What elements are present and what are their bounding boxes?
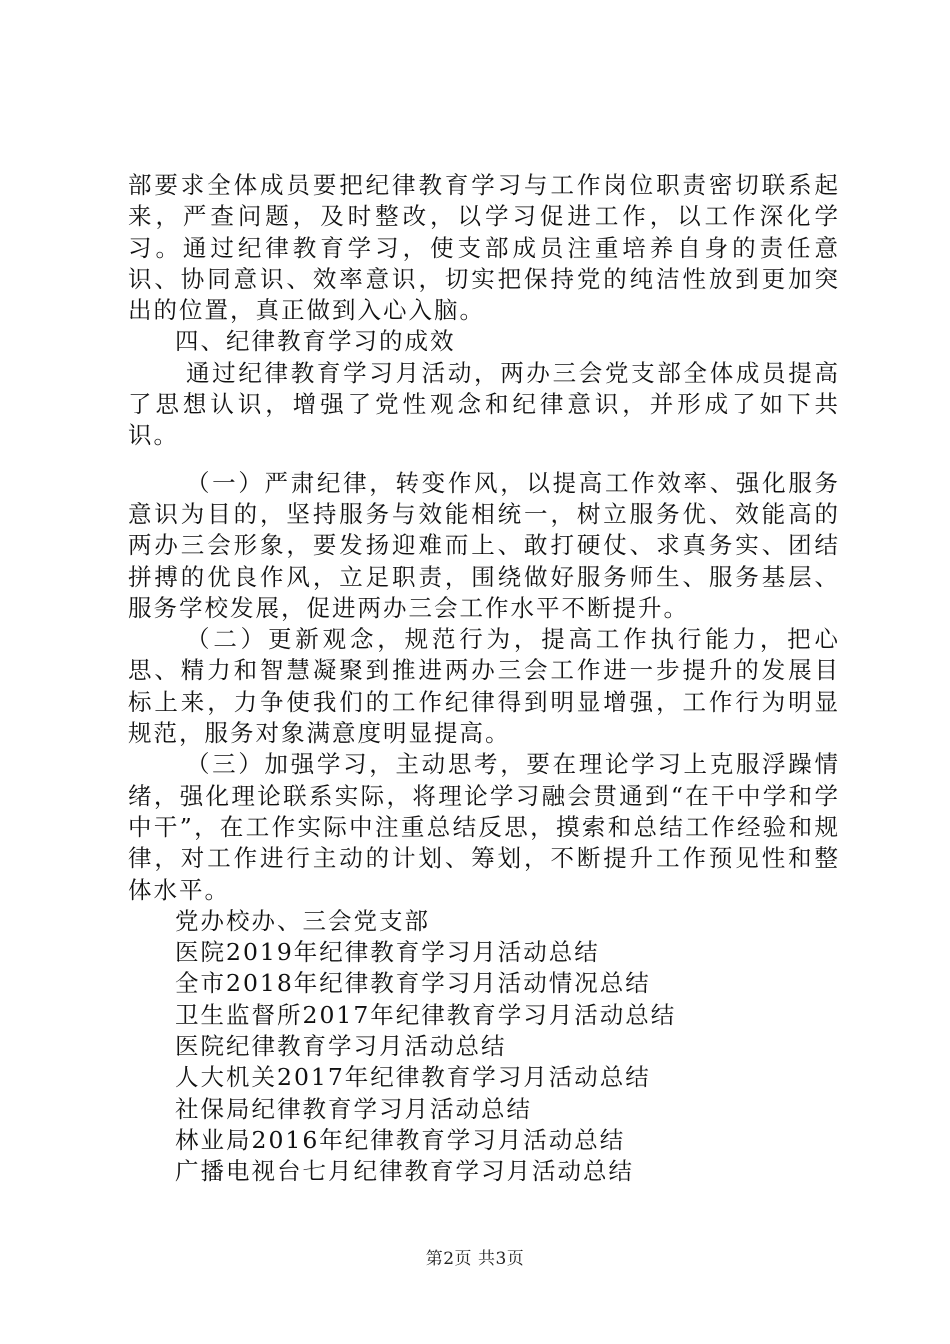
consensus-item-1: （一）严肃纪律，转变作风，以提高工作效率、强化服务意识为目的，坚持服务与效能相统一，树立服务优、效能高的两办三会形象，要发扬迎难而上、敢打硬仗、求真务实、团结拼搏的优良作风，立足职责，围绕做好服务师生、服务基层、服务学校发展，促进两办三会工作水平不断提升。	[128, 468, 840, 622]
consensus-item-3: （三）加强学习，主动思考，要在理论学习上克服浮躁情绪，强化理论联系实际，将理论学习融会贯通到“在干中学和学中干”，在工作实际中注重总结反思，摸索和总结工作经验和规律，对工作进行主动的计划、筹划，不断提升工作预见性和整体水平。	[128, 750, 840, 904]
related-title-link[interactable]: 医院2019年纪律教育学习月活动总结	[175, 938, 600, 967]
paragraph-summary: 通过纪律教育学习月活动，两办三会党支部全体成员提高了思想认识，增强了党性观念和纪律意识，并形成了如下共识。	[128, 358, 840, 450]
related-title-link[interactable]: 林业局2016年纪律教育学习月活动总结	[175, 1125, 626, 1154]
related-title-link[interactable]: 社保局纪律教育学习月活动总结	[175, 1094, 532, 1123]
related-title-link[interactable]: 全市2018年纪律教育学习月活动情况总结	[175, 969, 651, 998]
paragraph-continuation: 部要求全体成员要把纪律教育学习与工作岗位职责密切联系起来，严查问题，及时整改，以学习促进工作，以工作深化学习。通过纪律教育学习，使支部成员注重培养自身的责任意识、协同意识、效率意识，切实把保持党的纯洁性放到更加突出的位置，真正做到入心入脑。	[128, 171, 840, 325]
section-heading: 四、纪律教育学习的成效	[175, 327, 456, 356]
document-body	[128, 170, 840, 1188]
paragraph-spacer	[128, 452, 840, 468]
related-title-link[interactable]: 医院纪律教育学习月活动总结	[175, 1032, 507, 1061]
related-title-link[interactable]: 人大机关2017年纪律教育学习月活动总结	[175, 1063, 651, 1092]
consensus-item-2: （二）更新观念，规范行为，提高工作执行能力，把心思、精力和智慧凝聚到推进两办三会工作进一步提升的发展目标上来，力争使我们的工作纪律得到明显增强，工作行为明显规范，服务对象满意度明显提高。	[128, 625, 840, 748]
page-number-footer: 第2页 共3页	[425, 1249, 525, 1269]
signature-line: 党办校办、三会党支部	[175, 906, 430, 935]
related-titles-list	[128, 937, 840, 1187]
related-title-link[interactable]: 广播电视台七月纪律教育学习月活动总结	[175, 1157, 634, 1186]
related-title-link[interactable]: 卫生监督所2017年纪律教育学习月活动总结	[175, 1000, 677, 1029]
